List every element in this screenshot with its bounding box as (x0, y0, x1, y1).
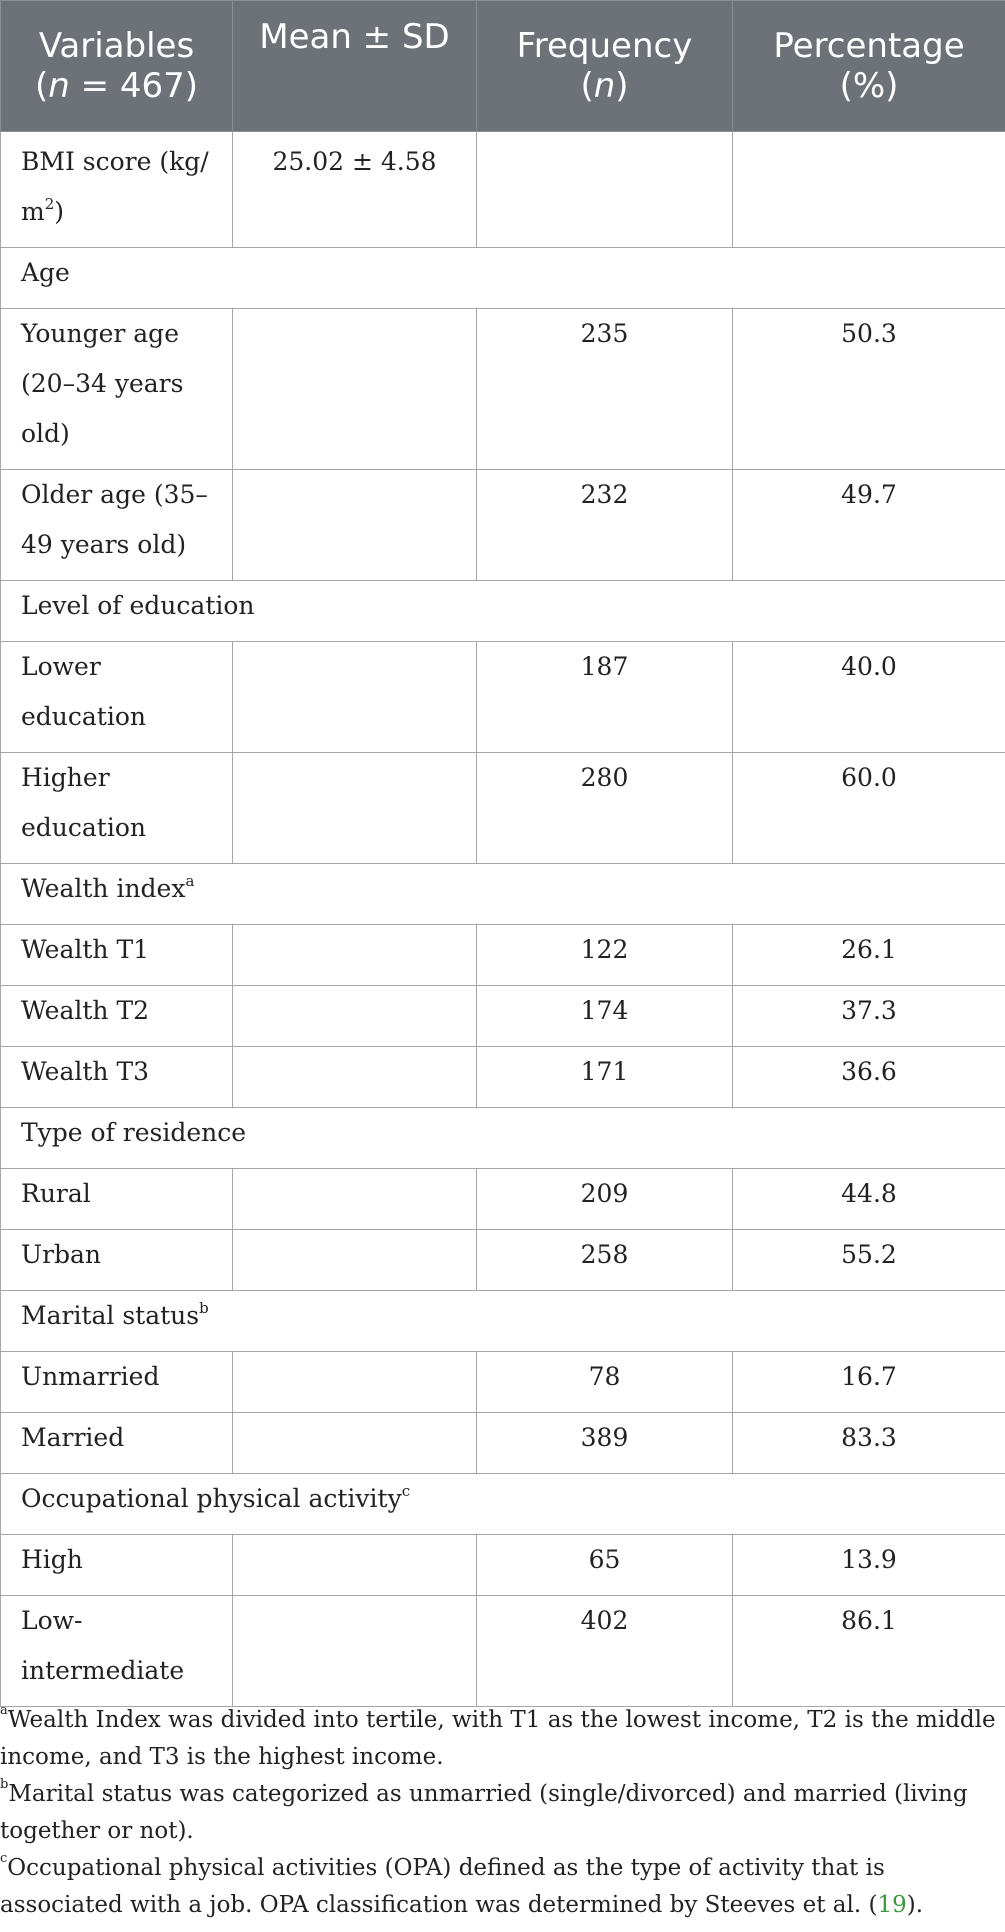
table-row (1, 1413, 1005, 1474)
category-row (1, 1474, 1005, 1535)
frequency-value: 235 (477, 309, 733, 470)
table-row (1, 1352, 1005, 1413)
empty-cell (233, 1230, 477, 1291)
empty-cell (233, 1352, 477, 1413)
frequency-value: 280 (477, 753, 733, 864)
percentage-value: 50.3 (733, 309, 1005, 470)
bmi-mean: 25.02 ± 4.58 (233, 132, 477, 248)
row-label: Urban (1, 1230, 233, 1291)
frequency-value: 209 (477, 1169, 733, 1230)
row-label: Wealth T3 (1, 1047, 233, 1108)
row-label: Low-intermediate (1, 1596, 233, 1707)
empty-cell (233, 1413, 477, 1474)
category-row (1, 581, 1005, 642)
frequency-value: 174 (477, 986, 733, 1047)
empty-cell (233, 753, 477, 864)
header-variables: Variables (n = 467) (1, 1, 233, 132)
row-label: Married (1, 1413, 233, 1474)
row-label: BMI score (kg/ $m^2$) (1, 132, 233, 248)
row-label: Wealth T2 (1, 986, 233, 1047)
empty-cell (233, 642, 477, 753)
frequency-value: 258 (477, 1230, 733, 1291)
category-label: Type of residence (1, 1108, 1005, 1169)
empty-cell (233, 1169, 477, 1230)
percentage-value: 44.8 (733, 1169, 1005, 1230)
row-label: Younger age (20–34 years old) (1, 309, 233, 470)
category-row (1, 1291, 1005, 1352)
percentage-value: 40.0 (733, 642, 1005, 753)
empty-cell (233, 925, 477, 986)
percentage-value: 16.7 (733, 1352, 1005, 1413)
frequency-value: 232 (477, 470, 733, 581)
header-percentage: Percentage (%) (733, 1, 1005, 132)
table-row (1, 925, 1005, 986)
percentage-value: 26.1 (733, 925, 1005, 986)
empty-cell (233, 1047, 477, 1108)
row-label: Older age (35–49 years old) (1, 470, 233, 581)
frequency-value: 187 (477, 642, 733, 753)
frequency-value: 402 (477, 1596, 733, 1707)
table-header (1, 1, 1005, 132)
row-label: Lower education (1, 642, 233, 753)
footnote-b: $^b$Marital status was categorized as unmarried (single/divorced) and married (living together or not). (0, 1777, 968, 1844)
percentage-value: 13.9 (733, 1535, 1005, 1596)
category-label: Occupational physical activity$^c$ (1, 1474, 1005, 1535)
header-mean-sd: Mean ± SD (233, 1, 477, 132)
frequency-value: 65 (477, 1535, 733, 1596)
table-row (1, 470, 1005, 581)
empty-cell (233, 1535, 477, 1596)
empty-cell (233, 986, 477, 1047)
table-row (1, 1169, 1005, 1230)
percentage-value: 37.3 (733, 986, 1005, 1047)
percentage-value: 86.1 (733, 1596, 1005, 1707)
frequency-value: 389 (477, 1413, 733, 1474)
table-row (1, 642, 1005, 753)
category-label: Level of education (1, 581, 1005, 642)
percentage-value: 83.3 (733, 1413, 1005, 1474)
table-row (1, 753, 1005, 864)
table-footnotes (0, 1702, 1000, 1924)
frequency-value: 78 (477, 1352, 733, 1413)
category-label: Wealth index$^a$ (1, 864, 1005, 925)
row-label: Rural (1, 1169, 233, 1230)
category-row (1, 864, 1005, 925)
empty-cell (477, 132, 733, 248)
percentage-value: 49.7 (733, 470, 1005, 581)
table-row (1, 1230, 1005, 1291)
category-label: Age (1, 248, 1005, 309)
table-row (1, 1535, 1005, 1596)
table-row (1, 986, 1005, 1047)
empty-cell (233, 1596, 477, 1707)
empty-cell (733, 132, 1005, 248)
category-label: Marital status$^b$ (1, 1291, 1005, 1352)
reference-link[interactable]: 19 (877, 1892, 907, 1918)
header-frequency: Frequency (n) (477, 1, 733, 132)
footnote-c: $^c$Occupational physical activities (OPA) defined as the type of activity that is associated with a job. OPA classification was determined by Steeves et al. (19). (0, 1851, 924, 1918)
percentage-value: 36.6 (733, 1047, 1005, 1108)
category-row (1, 1108, 1005, 1169)
row-label: High (1, 1535, 233, 1596)
table-row (1, 132, 1005, 248)
table-row (1, 1047, 1005, 1108)
footnote-a: $^a$Wealth Index was divided into tertile, with T1 as the lowest income, T2 is the middle income, and T3 is the highest income. (0, 1703, 996, 1770)
table-row (1, 1596, 1005, 1707)
frequency-value: 122 (477, 925, 733, 986)
row-label: Higher education (1, 753, 233, 864)
row-label: Unmarried (1, 1352, 233, 1413)
percentage-value: 60.0 (733, 753, 1005, 864)
category-row (1, 248, 1005, 309)
row-label: Wealth T1 (1, 925, 233, 986)
empty-cell (233, 470, 477, 581)
frequency-value: 171 (477, 1047, 733, 1108)
empty-cell (233, 309, 477, 470)
percentage-value: 55.2 (733, 1230, 1005, 1291)
table-row (1, 309, 1005, 470)
